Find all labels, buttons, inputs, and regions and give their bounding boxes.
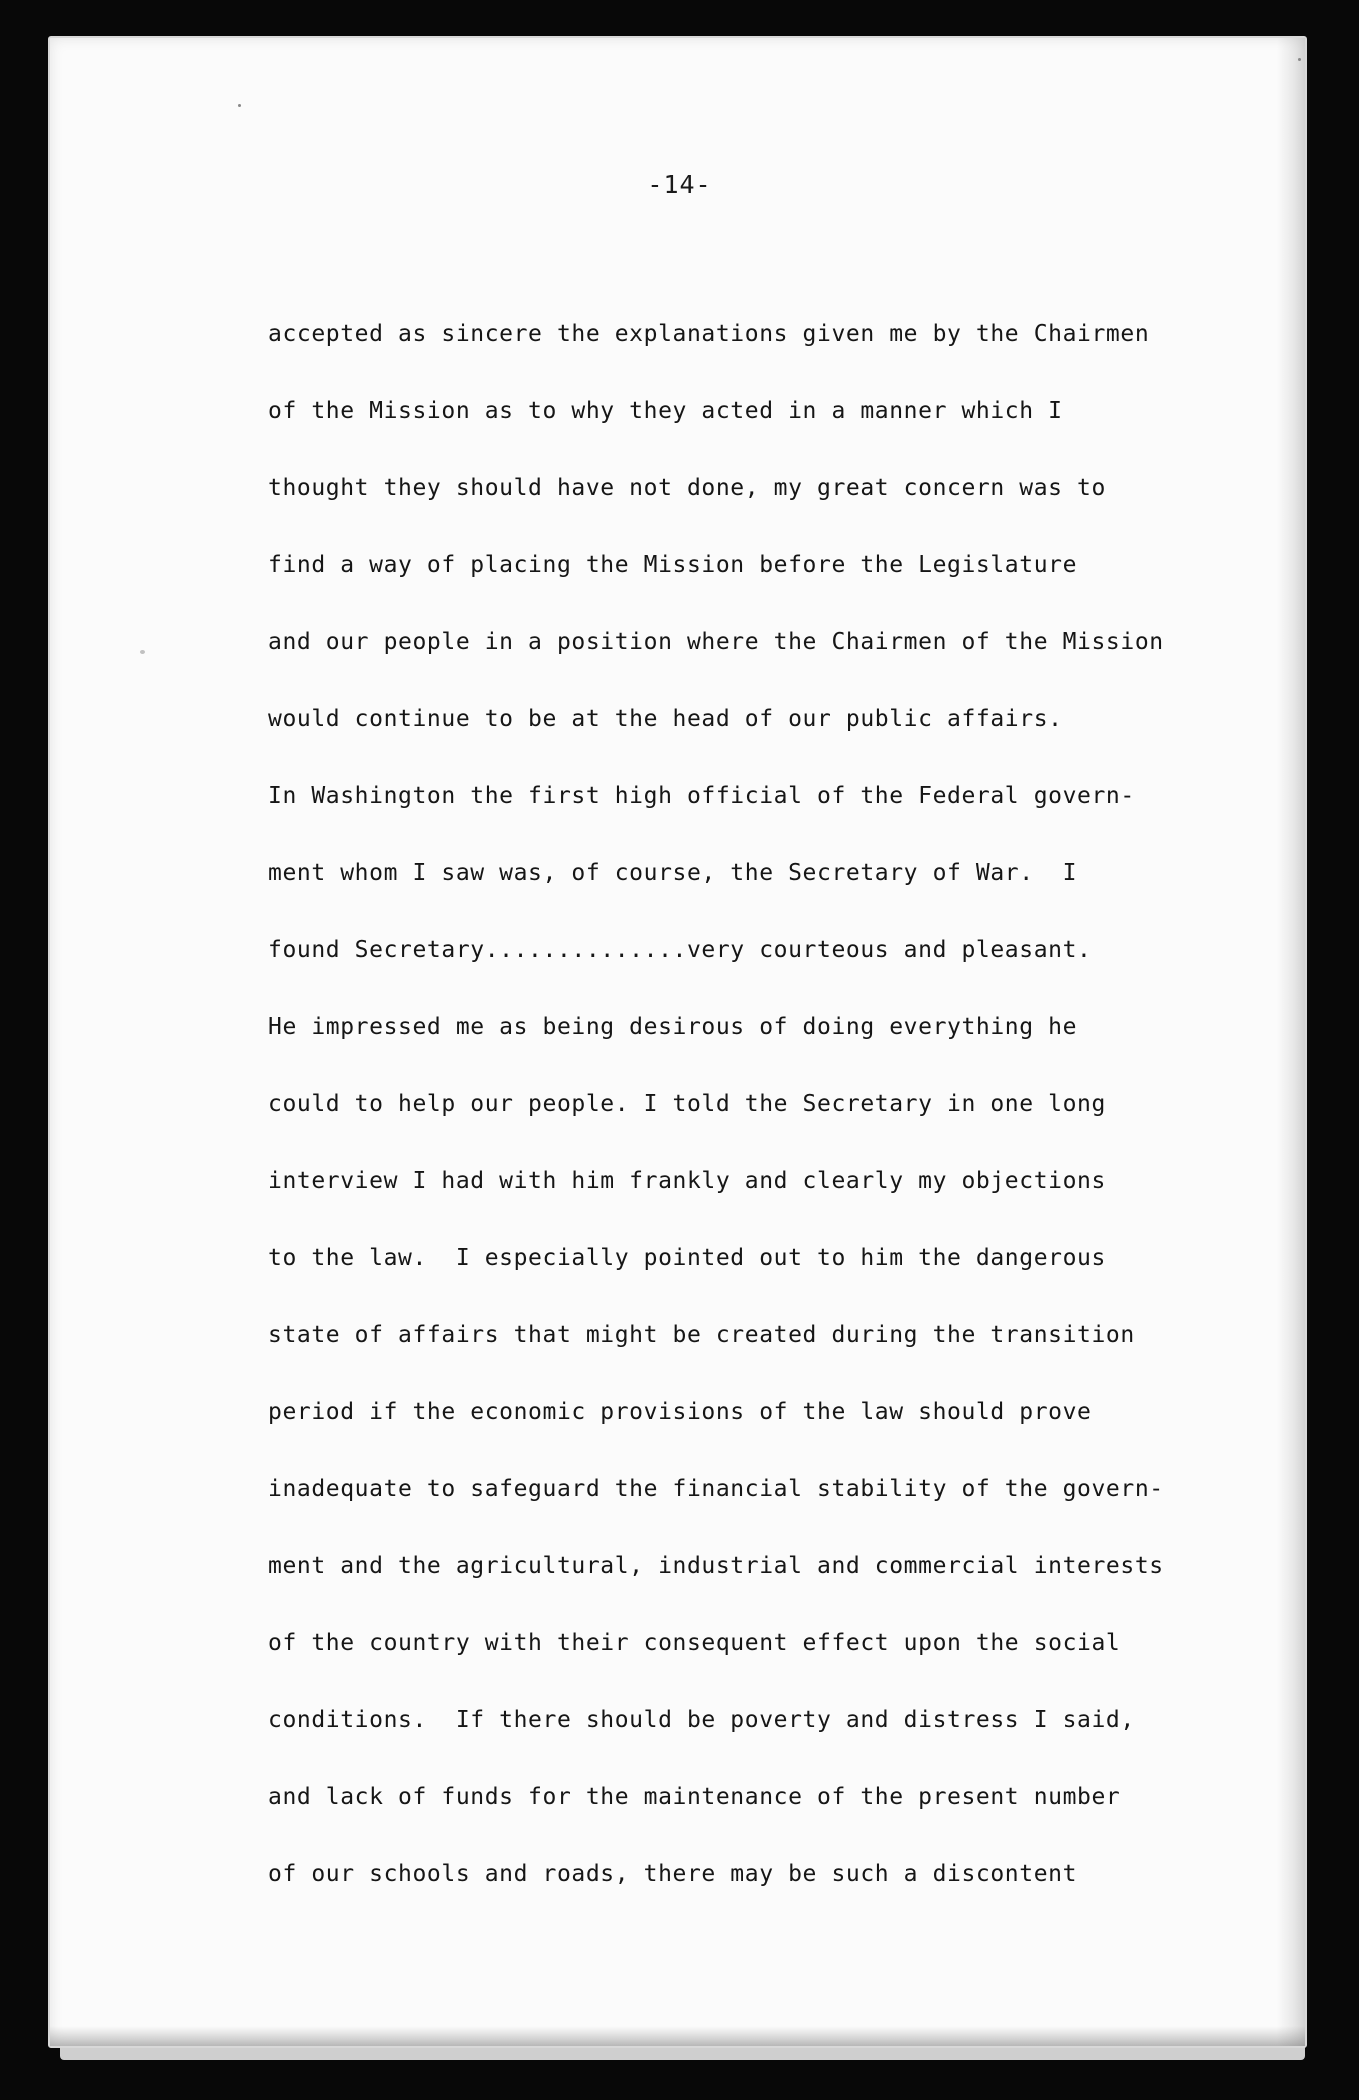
text-line: of our schools and roads, there may be such a discontent bbox=[268, 1861, 1078, 1887]
text-line: and lack of funds for the maintenance of the present number bbox=[268, 1784, 1121, 1810]
text-line: and our people in a position where the Chairmen of the Mission bbox=[268, 629, 1164, 655]
text-line: found Secretary..............very courteous and pleasant. bbox=[268, 937, 1092, 963]
sheet-edge-shadow-right bbox=[1277, 38, 1305, 2046]
paper-speck bbox=[140, 650, 145, 654]
text-line: ment and the agricultural, industrial and commercial interests bbox=[268, 1553, 1164, 1579]
paper-speck bbox=[1298, 58, 1301, 61]
text-line: find a way of placing the Mission before the Legislature bbox=[268, 552, 1078, 578]
text-line: He impressed me as being desirous of doing everything he bbox=[268, 1014, 1078, 1040]
text-line: period if the economic provisions of the law should prove bbox=[268, 1399, 1092, 1425]
text-line: inadequate to safeguard the financial stability of the govern- bbox=[268, 1476, 1164, 1502]
text-line: would continue to be at the head of our public affairs. bbox=[268, 706, 1063, 732]
sheet-edge-shadow-bottom bbox=[50, 2026, 1305, 2046]
text-line: thought they should have not done, my great concern was to bbox=[268, 475, 1106, 501]
text-line: of the country with their consequent effect upon the social bbox=[268, 1630, 1121, 1656]
text-line: state of affairs that might be created during the transition bbox=[268, 1322, 1135, 1348]
text-line: accepted as sincere the explanations given me by the Chairmen bbox=[268, 321, 1150, 347]
text-line: could to help our people. I told the Secretary in one long bbox=[268, 1091, 1106, 1117]
page-number: -14- bbox=[647, 170, 712, 199]
text-line: In Washington the first high official of the Federal govern- bbox=[268, 783, 1135, 809]
text-line: to the law. I especially pointed out to him the dangerous bbox=[268, 1245, 1106, 1271]
text-line: interview I had with him frankly and clearly my objections bbox=[268, 1168, 1106, 1194]
text-line: conditions. If there should be poverty and distress I said, bbox=[268, 1707, 1135, 1733]
body-text bbox=[268, 296, 1248, 1913]
text-line: of the Mission as to why they acted in a manner which I bbox=[268, 398, 1063, 424]
text-line: ment whom I saw was, of course, the Secretary of War. I bbox=[268, 860, 1078, 886]
paper-speck bbox=[238, 104, 241, 107]
